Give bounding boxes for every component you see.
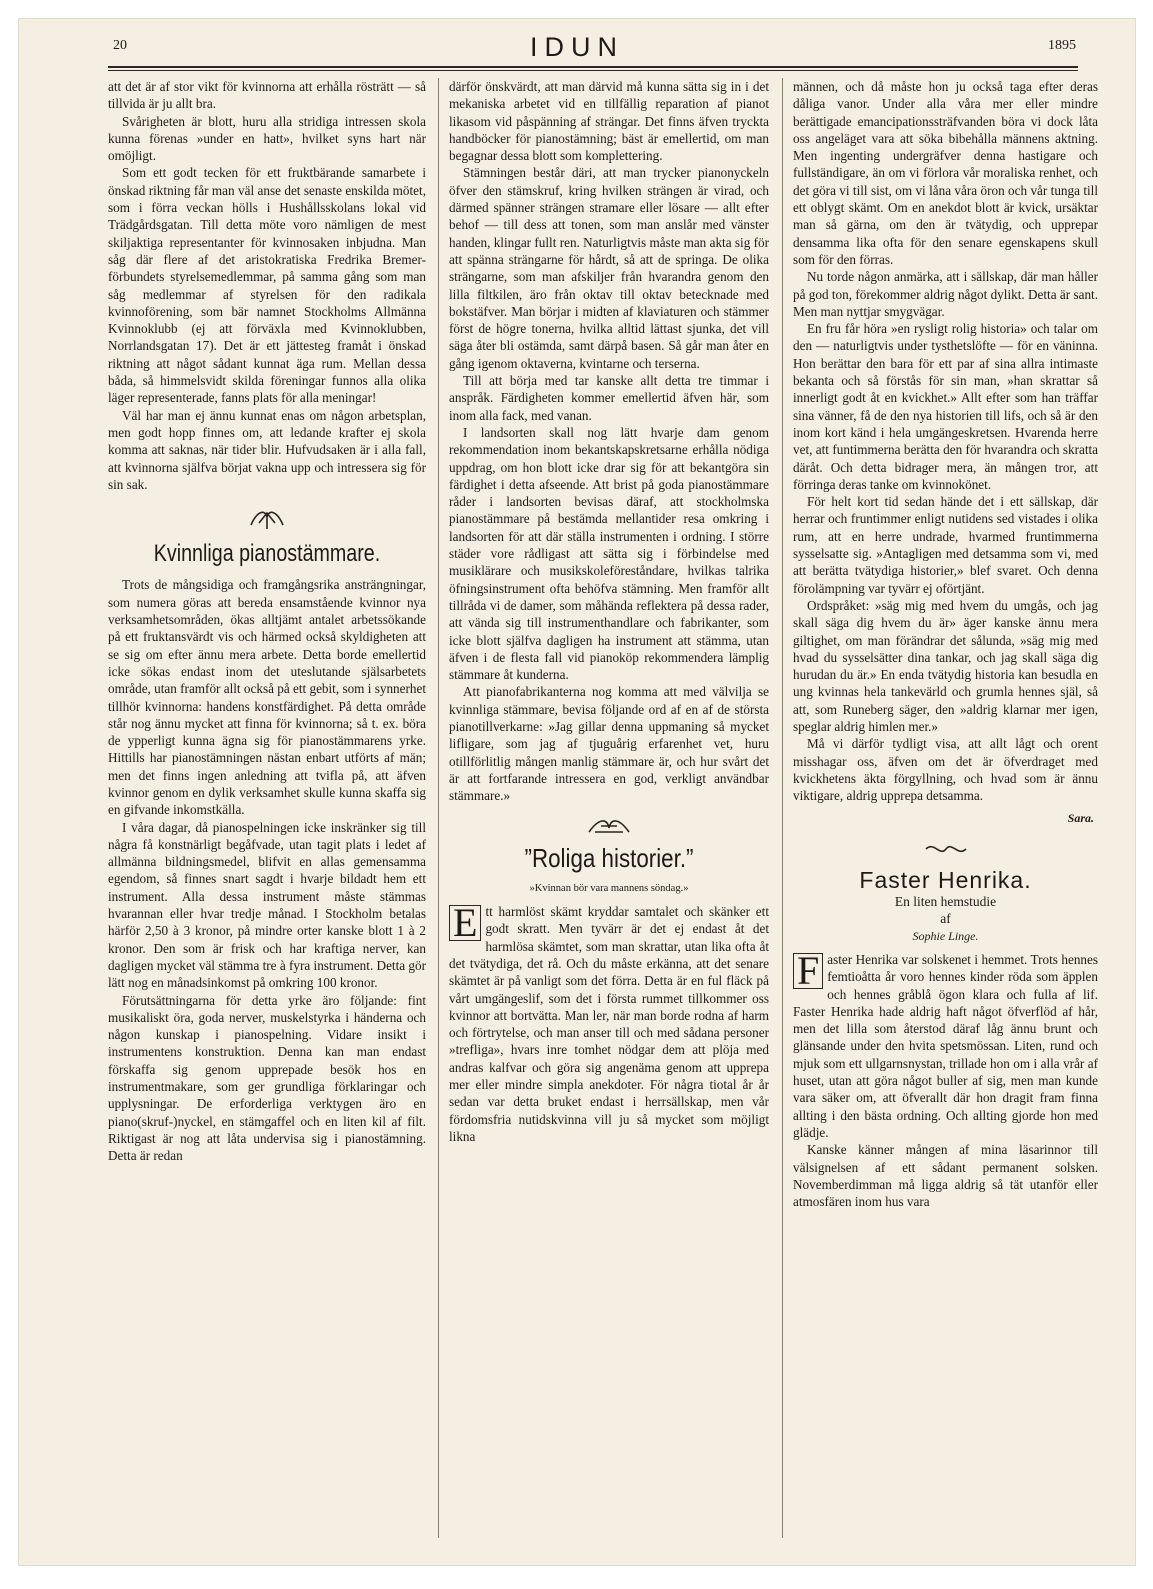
masthead: IDUN <box>530 32 624 62</box>
column-3 <box>793 78 1098 1210</box>
paragraph: Kanske känner mången af mina läsarinnor till välsignelsen af ett sådant permanent solsken. Novemberdimman må ligga aldrig så tät utanför eller atmosfären inom hus vara <box>793 1142 1098 1210</box>
paragraph: därför önskvärdt, att man därvid må kunna sätta sig in i det mekaniska arbetet vid en tillfällig reparation af pianot likasom vid påspänning af strängar. Det finns äfven tryckta handböcker för pianostämning; bäst är emellertid, om man begagnar dessa blott som komplettering. <box>449 79 769 164</box>
epigraph: »Kvinnan bör vara mannens söndag.» <box>529 882 689 894</box>
paragraph: En fru får höra »en rysligt rolig historia» och talar om den — naturligtvis under tysthetslöfte — för en väninna. Hon berättar den bara för ett par af sina allra intimaste bekanta och så förstås för sin man, »han skrattar så innerligt godt åt en kvickhet.» Allt efter som han träffar sina vänner, få de den nya historien till lifs, och så är den inom kort känd i hela umgängeskretsen. Hvarenda herre vet, att funtimmerna berätta den för hvarandra och skratta däråt. Och detta bidrager mera, än mången tror, att förringa deras tanke om kvinnokönet. <box>793 321 1098 492</box>
paragraph: Till att börja med tar kanske allt detta tre timmar i anspråk. Färdigheten kommer emellertid äfven här, som inom alla fack, med vanan. <box>449 373 769 423</box>
header-rule <box>108 66 1078 68</box>
paragraph <box>449 900 769 1145</box>
column-divider <box>782 78 783 1538</box>
article-title: Faster Henrika. <box>859 866 1032 893</box>
paragraph-text: aster Henrika var solskenet i hemmet. Trots hennes femtioåtta år voro hennes kinder röda som äpplen och hennes gråblå ögon klara och fulla af lif. Faster Henrika hade aldrig haft något öfverflöd af hår, men det lilla som återstod däraf låg ännu brunt och glänsande under den hvita spetsmössan. Liten, rund och mjuk som ett ullgarnsnystan, trillade hon om i alla vrår af huset, utan att göra något buller af sig, men man kunde vara säker om, att öfverallt där hon dragit fram finna allting i den bästa ordning. Och allting gjorde hon med glädje. <box>793 951 1098 1140</box>
ornament-icon <box>587 816 631 838</box>
article-title: ”Roliga historier.” <box>524 843 694 874</box>
paragraph: Förutsättningarna för detta yrke äro följande: fint musikaliskt öra, goda nerver, muskelstyrka i händerna och någon kunskap i pianospelning. Vidare insikt i instrumentens konstruktion. Denna kan man endast förskaffa sig genom upprepade besök hos en instrumentmakare, som ger grundliga förklaringar och upplysningar. De erforderliga verktygen äro en piano(skruf-)nyckel, en stämgaffel och en liten kil af filt. Riktigast är nog att låta undervisa sig i pianostämning. Detta är redan <box>108 992 426 1164</box>
drop-cap: F <box>793 953 823 989</box>
paragraph: Trots de mångsidiga och framgångsrika ansträngningar, som numera göras att bereda ensamstående kvinnor nya verksamhetsområden, ökas alltjämt antalet arbetssökande på ett fruktansvärdt vis och härmed också skyldigheten att se sig om efter ännu mera arbete. Detta borde emellertid icke sökas endast inom det uteslutande själsarbetets område, utan framför allt också på ett gebit, som i synnerhet tillhör kvinnorna: handens konstfärdighet. På detta område står nog ännu mycket att finna för kvinnorna; så t. ex. böra de ypperligt kunna ägna sig för pianostämmarens yrke. Hittills har pianostämningen nästan enbart utförts af män; men det finns ingen anledning att tvifla på, att äfven kvinnor genom en dylik verksamhet skulle kunna skaffa sig en gifvande inkomstkälla. <box>108 577 426 818</box>
paragraph: Att pianofabrikanterna nog komma att med välvilja se kvinnliga stämmare, bevisa följande ord af en af de största pianotillverkarne: »Jag gillar denna uppmaning så mycket lifligare, som jag af tjuguårig erfarenhet vet, huru otillförlitlig mången manlig stämmare är, och hur svårt det är att fortfarande intressera en god, verkligt användbar stämmare.» <box>449 684 769 804</box>
drop-cap: E <box>449 905 481 941</box>
subtitle-by: af <box>940 911 951 927</box>
column-divider <box>438 78 439 1538</box>
paragraph <box>793 947 1098 1141</box>
paragraph: I landsorten skall nog lätt hvarje dam genom rekommendation inom bekantskapskretsarne erhålla nödiga uppdrag, om hon blott icke drar sig för att bekantgöra sin färdighet i detta afseende. Att brist på goda pianostämmare råder i landsorten bevisas däraf, att stockholmska pianostämmare på bestämda mellantider resa omkring i landsorten för att där ställa instrumenten i ordning. I större städer vore rådligast att sätta sig i förbindelse med musiklärare och musikskoleföreståndare, hvilkas talrika öfningsinstrument ofta behöfva stämning. Men framför allt tillråda vi de damer, som måhända reflektera på dessa rader, att vända sig till instrumenthandlare och fabrikanter, som icke blott själfva dagligen ha instrument att stämma, utan äfven i de flesta fall vid pianoköp rekommendera lämplig stämmare åt kunderna. <box>449 424 769 683</box>
page-number: 20 <box>113 38 127 53</box>
paragraph: männen, och då måste hon ju också taga efter deras dåliga vanor. Under alla våra mer eller mindre berättigade emancipationssträfvanden böra vi dock låta oss angeläget vara att söka bibehålla männens aktning. Men ingenting undergräfver denna hastigare och fullständigare, än om vi förlora vår moraliska renhet, och det göra vi till sist, om vi låna våra öron och vår tunga till ett oblygt skämt. Om en anekdot blott är kvick, ursäktar man så gärna, om den är tvätydig, och upprepar densamma lika ofta för den senare egenskapens skull som för den förras. <box>793 79 1098 267</box>
paragraph: För helt kort tid sedan hände det i ett sällskap, där herrar och fruntimmer enligt nutidens sed vistades i olika rum, att en herre undrade, hvarmed fruntimmerna sysselsatte sig. »Antagligen med detsamma som vi, med att berätta tvätydiga historier,» blef svaret. Och denna förolämpning var tyvärr ej oförtjänt. <box>793 494 1098 596</box>
signature: Sara. <box>1067 811 1094 826</box>
paragraph: Nu torde någon anmärka, att i sällskap, där man håller på god ton, förekommer aldrig något dylikt. Detta är sant. Men man nyttjar smygvägar. <box>793 269 1098 319</box>
paragraph: att det är af stor vikt för kvinnorna att erhålla rösträtt — så tillvida är ju allt bra. <box>108 79 426 112</box>
column-1 <box>108 78 426 1165</box>
newspaper-page <box>18 18 1136 1566</box>
header-rule-thin <box>108 70 1078 71</box>
year: 1895 <box>1048 38 1076 53</box>
column-2 <box>449 78 769 1145</box>
paragraph: Ordspråket: »säg mig med hvem du umgås, och jag skall säga dig hvem du är» äger kanske ännu mera giltighet, om man förändrar det sålunda, »säg mig med hvad du sysselsätter dina tankar, och jag skall säga dig hurudan du är.» En enda tvätydig historia kan besudla en ung kvinnas hela tankevärld och grumla hennes själ, så att, som Runeberg säger, den »aldrig klarnar mer igen, speglar aldrig himlen mer.» <box>793 597 1098 734</box>
author: Sophie Linge. <box>912 928 979 943</box>
paragraph: Svårigheten är blott, huru alla stridiga intressen skola kunna förenas »under en hatt», hvilket syns hart när omöjligt. <box>108 113 426 164</box>
paragraph-text: tt harmlöst skämt kryddar samtalet och skänker ett godt skratt. Men tyvärr är det ej endast åt det harmlösa skämtet, som man skrattar, utan lika ofta åt det tvätydiga, det rå. Och du måste erkänna, att det senare skämtet är på vanligt som det förra. Detta är en ful fläck på vårt umgängeslif, som det i första rummet tillkommer oss kvinnor att bortvätta. Man ler, när man borde rodna af harm och förtrytelse, och man anser till och med sådana personer »trefliga», hvars inre tomhet nödgar dem att plöja med andras kalfvar och göra sig angenäma genom att upprepa mer eller mindre simpla anekdoter. För några tiotal år år sedan var detta bruket endast i herrsällskap, men vår fördomsfria nutidskvinna vill ju så mycket som möjligt likna <box>449 904 769 1144</box>
paragraph: Stämningen består däri, att man trycker pianonyckeln öfver den stämskruf, kring hvilken strängen är virad, och därmed spänner strängen stramare eller lösare — allt efter behof — till dess att tonen, som man anslår med vänster handen, klingar fullt ren. Naturligtvis måste man akta sig för att spänna strängarne för hårdt, så att de springa. De olika strängarne, som man afskiljer från hvarandra genom den lilla filtkilen, äro från oktav till oktav betecknade med bokstäfver. Man börjar i midten af klaviaturen och stämmer först de högre tonerna, hvilka alltid lättast sjunka, det vill säga åter bli ostämda, samt därpå basen. Så går man åter en gång igenom oktaverna, kvintarne och terserna. <box>449 165 769 371</box>
subtitle: En liten hemstudie <box>894 894 997 910</box>
paragraph: Som ett godt tecken för ett fruktbärande samarbete i önskad riktning får man väl anse det senaste enskilda mötet, som i förra veckan hölls i Hushållsskolans lokal vid Trädgårdsgatan. Till detta möte voro nämligen de mest skiljaktiga representanter för kvinnosaken inbjudna. Man såg där flere af det aristokratiska Fredrika Bremer-förbundets styrelsemedlemmar, på samma gång som man såg medlemmar af styrelsen för den radikala kvinnoförening, som bär namnet Stockholms Allmänna Kvinnoklubb (ej att förväxla med Kvinnoklubben, Norrlandsgatan 17). Det är ett jättesteg framåt i önskad riktning att något sådant kunnat äga rum. Mellan dessa båda, så himmelsvidt skilda föreningar funnos alla olika läger representerade, fanns plats för alla meningar! <box>108 165 426 406</box>
paragraph: Väl har man ej ännu kunnat enas om någon arbetsplan, men godt hopp finnes om, att ledande krafter ej skola komma att saknas, när tider blir. Hufvudsaken är i alla fall, att kvinnorna själfva börjat vakna upp och intressera sig för sin sak. <box>108 407 426 492</box>
paragraph: Må vi därför tydligt visa, att allt lågt och orent misshagar oss, äfven om det är öfverdraget med kvickhetens äkta förgyllning, och hvad som är ännu viktigare, aldrig upprepa detsamma. <box>793 736 1098 804</box>
ornament-icon <box>247 505 287 531</box>
paragraph: I våra dagar, då pianospelningen icke inskränker sig till några få konstnärligt begåfvade, utan tagit plats i ledet af allmänna bildningsmedel, blifvit en allas gemensamma egendom, så finnes snart sagdt i hvarje bildadt hem ett instrument. Alla dessa instrument måste stämmas hvarannan eller hvar tredje månad. I Stockholm betalas härför 2,50 à 3 kronor, på mindre orter kanske blott 1 à 2 kronor. Den som är frisk och har kraftiga nerver, kan dagligen mycket väl stämma tre à fyra instrument. Detta gör lätt nog en månadsinkomst på omkring 100 kronor. <box>108 819 426 991</box>
ornament-icon <box>924 840 968 858</box>
article-title: Kvinnliga pianostämmare. <box>153 540 381 568</box>
